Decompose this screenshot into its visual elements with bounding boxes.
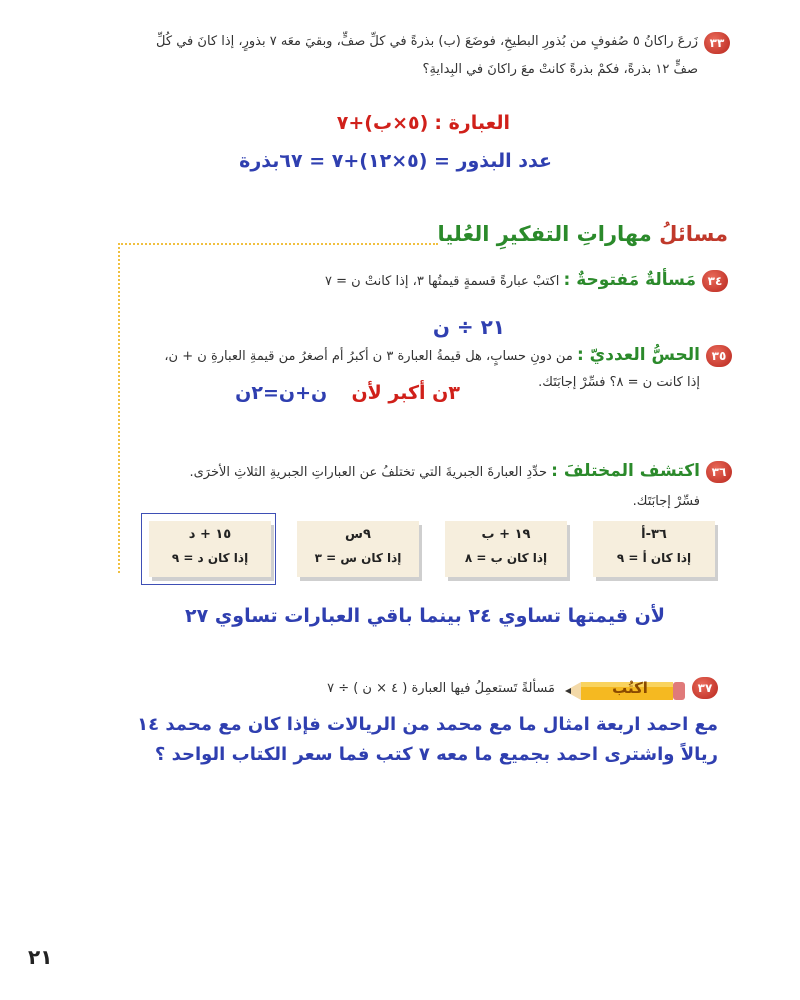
question-34 <box>325 268 696 294</box>
question-35-line-2: إذا كانت ن = ٨؟ فسِّرْ إجابَتَك. <box>538 375 700 390</box>
question-37-answer-line-2: ريالاً واشترى احمد بجميع ما معه ٧ كتب فما سعر الكتاب الواحد ؟ <box>154 744 718 765</box>
card-expression: ٣٦-أ <box>641 527 667 542</box>
question-35-answer <box>235 382 460 404</box>
question-number-badge: ٣٦ <box>706 461 732 483</box>
question-37-text: مَسألةً تَستعمِلُ فيها العبارة ( ٤ × ن ) ÷ ٧ <box>327 681 555 696</box>
answer-expression <box>337 112 510 134</box>
page-number: ٢١ <box>28 945 53 969</box>
selection-frame <box>141 513 276 585</box>
expression-card <box>593 521 715 577</box>
section-title <box>437 222 728 246</box>
card-condition: إذا كان أ = ٩ <box>616 551 692 565</box>
question-33-line-2: صفٍّ ١٢ بذرةً، فكمْ بذرةً كانتْ معَ راكانَ في البِدايةِ؟ <box>422 62 698 77</box>
section-title-part-1: مسائلُ <box>659 222 728 246</box>
write-label: اكتُب <box>612 679 648 697</box>
section-dotted-border-top <box>118 243 438 245</box>
section-dotted-border-left <box>118 243 120 573</box>
question-35-answer-blue: ن+ن=٢ن <box>235 382 328 404</box>
question-34-text: اكتبْ عبارةً قسمةٍ قيمتُها ٣، إذا كانتْ ن = ٧ <box>325 274 560 289</box>
answer-seed-count: عدد البذور = (٥×١٢)+٧ = ٦٧بذرة <box>239 150 552 172</box>
question-35-answer-red: ٣ن أكبر لأن <box>351 382 460 404</box>
card-expression: ١٥ + د <box>188 527 232 542</box>
question-36-line-1 <box>190 459 701 485</box>
answer-expression-label: العبارة : <box>434 112 510 134</box>
card-expression: ٩س <box>345 527 371 542</box>
question-33-line-1: زَرعَ راكانُ ٥ صُفوفٍ من بُذورِ البطيخِ، فوضَعَ (ب) بذرةً في كلِّ صفٍّ، وبقيَ معَه ٧ بذورٍ، إذا كانَ في كُلِّ <box>156 34 698 49</box>
question-36-line-2: فسِّرْ إجابَتَك. <box>632 494 700 509</box>
section-title-part-2: مهاراتِ التفكيرِ العُليا <box>437 222 652 246</box>
question-35-text: من دونِ حسابٍ، هل قيمةُ العبارة ٣ ن أكبرُ أم أصغرُ من قيمةِ العبارةِ ن + ن، <box>164 349 573 364</box>
expression-card <box>445 521 567 577</box>
answer-expression-value: (٥×ب)+٧ <box>336 112 429 134</box>
question-36-text: حدِّدِ العبارةَ الجبريةَ التي تختلفُ عن العباراتِ الجبريةِ الثلاثِ الأخرَى. <box>189 465 548 480</box>
expression-card <box>297 521 419 577</box>
question-34-answer: ٢١ ÷ ن <box>432 315 505 339</box>
question-number-badge: ٣٣ <box>704 32 730 54</box>
question-37-answer-line-1: مع احمد اربعة امثال ما مع محمد من الريالات فإذا كان مع محمد ١٤ <box>137 714 718 735</box>
question-number-badge: ٣٥ <box>706 345 732 367</box>
question-35-line-1 <box>164 343 700 369</box>
question-36-label: اكتشف المختلفَ : <box>551 461 700 481</box>
question-36-answer: لأن قيمتها تساوي ٢٤ بينما باقي العبارات تساوي ٢٧ <box>185 605 665 627</box>
question-number-badge: ٣٧ <box>692 677 718 699</box>
card-expression: ١٩ + ب <box>481 527 531 542</box>
question-34-label: مَسألةٌ مَفتوحةٌ : <box>563 270 696 290</box>
question-number-badge: ٣٤ <box>702 270 728 292</box>
card-condition: إذا كان س = ٣ <box>314 551 402 565</box>
card-condition: إذا كان ب = ٨ <box>464 551 548 565</box>
card-condition: إذا كان د = ٩ <box>171 551 249 565</box>
question-35-label: الحسُّ العدديّ : <box>576 345 700 365</box>
